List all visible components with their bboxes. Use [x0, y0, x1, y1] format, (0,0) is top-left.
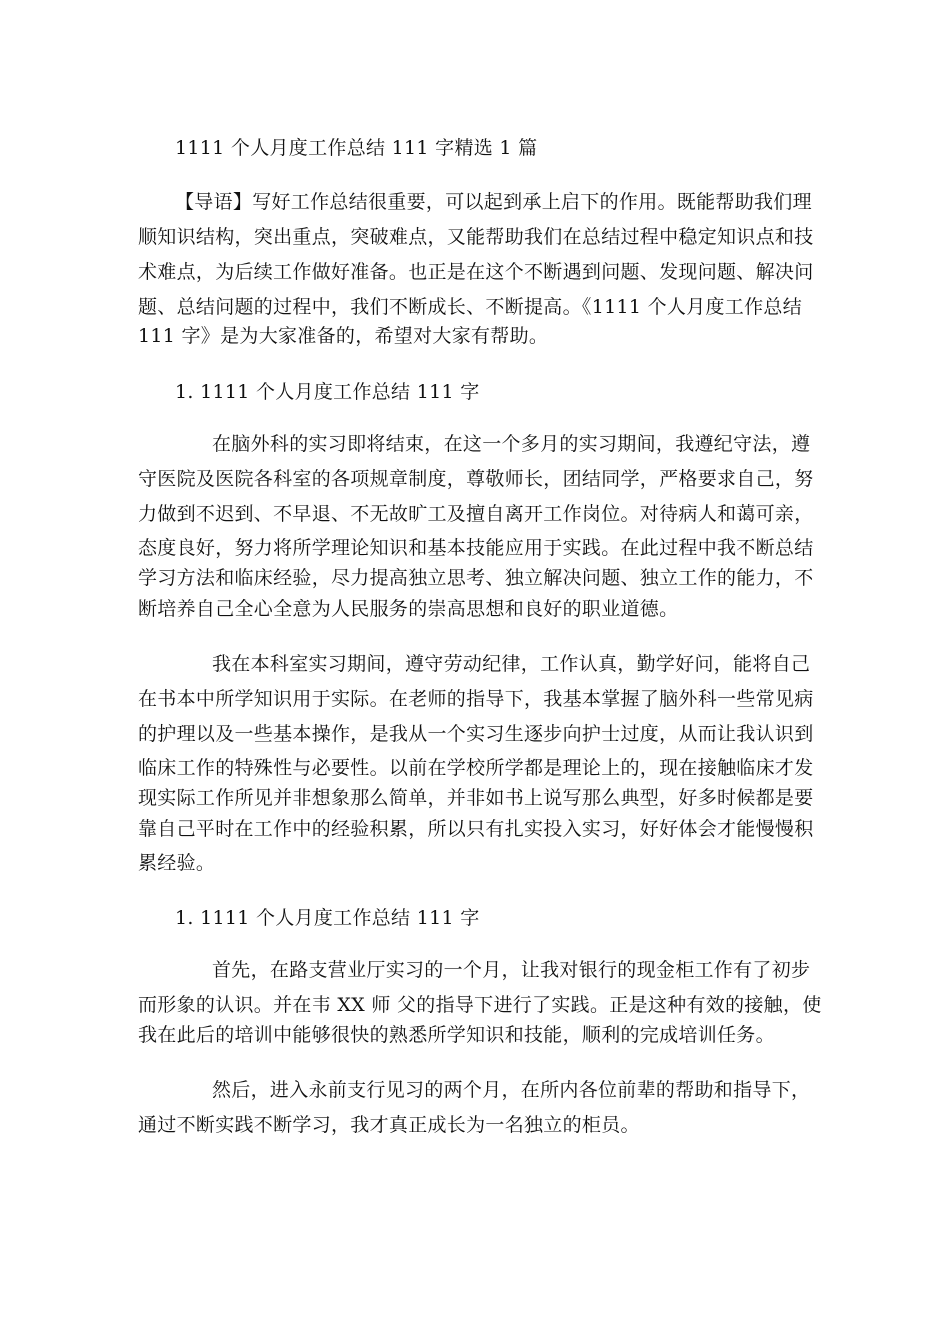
paragraph-line: 学习方法和临床经验，尽力提高独立思考、独立解决问题、独立工作的能力，不 [138, 567, 814, 589]
paragraph-line: 我在本科室实习期间，遵守劳动纪律，工作认真，勤学好问，能将自己 [212, 653, 811, 675]
intro-line: 术难点，为后续工作做好准备。也正是在这个不断遇到问题、发现问题、解决问 [138, 261, 814, 283]
intro-line: 题、总结问题的过程中，我们不断成长、不断提高。《1111 个人月度工作总结 [138, 296, 802, 318]
paragraph-line: 累经验。 [138, 852, 216, 874]
paragraph-line: 现实际工作所见并非想象那么简单，并非如书上说写那么典型，好多时候都是要 [138, 787, 814, 809]
paragraph-line: 靠自己平时在工作中的经验积累，所以只有扎实投入实习，好好体会才能慢慢积 [138, 818, 814, 840]
paragraph-line: 我在此后的培训中能够很快的熟悉所学知识和技能，顺利的完成培训任务。 [138, 1024, 775, 1046]
paragraph-line: 然后，进入永前支行见习的两个月，在所内各位前辈的帮助和指导下， [212, 1079, 811, 1101]
paragraph-line: 临床工作的特殊性与必要性。以前在学校所学都是理论上的，现在接触临床才发 [138, 757, 814, 779]
section-heading-2: 1. 1111 个人月度工作总结 111 字 [175, 907, 480, 929]
document-title: 1111 个人月度工作总结 111 字精选 1 篇 [175, 137, 538, 159]
paragraph-line: 力做到不迟到、不早退、不无故旷工及擅自离开工作岗位。对待病人和蔼可亲， [138, 503, 814, 525]
intro-line: 顺知识结构，突出重点，突破难点，又能帮助我们在总结过程中稳定知识点和技 [138, 226, 814, 248]
paragraph-line: 守医院及医院各科室的各项规章制度，尊敬师长，团结同学，严格要求自己，努 [138, 468, 814, 490]
paragraph-line: 态度良好，努力将所学理论知识和基本技能应用于实践。在此过程中我不断总结 [138, 537, 814, 559]
paragraph-line: 在书本中所学知识用于实际。在老师的指导下，我基本掌握了脑外科一些常见病 [138, 688, 814, 710]
intro-line: 【导语】写好工作总结很重要，可以起到承上启下的作用。既能帮助我们理 [175, 191, 812, 213]
intro-line: 111 字》是为大家准备的，希望对大家有帮助。 [138, 325, 549, 347]
paragraph-line: 的护理以及一些基本操作，是我从一个实习生逐步向护士过度，从而让我认识到 [138, 723, 814, 745]
section-heading-1: 1. 1111 个人月度工作总结 111 字 [175, 381, 480, 403]
paragraph-line: 在脑外科的实习即将结束，在这一个多月的实习期间，我遵纪守法，遵 [212, 433, 811, 455]
paragraph-line: 而形象的认识。并在韦 XX 师 父的指导下进行了实践。正是这种有效的接触，使 [138, 994, 822, 1016]
paragraph-line: 断培养自己全心全意为人民服务的崇高思想和良好的职业道德。 [138, 598, 679, 620]
paragraph-line: 通过不断实践不断学习，我才真正成长为一名独立的柜员。 [138, 1114, 640, 1136]
paragraph-line: 首先，在路支营业厅实习的一个月，让我对银行的现金柜工作有了初步 [212, 959, 811, 981]
